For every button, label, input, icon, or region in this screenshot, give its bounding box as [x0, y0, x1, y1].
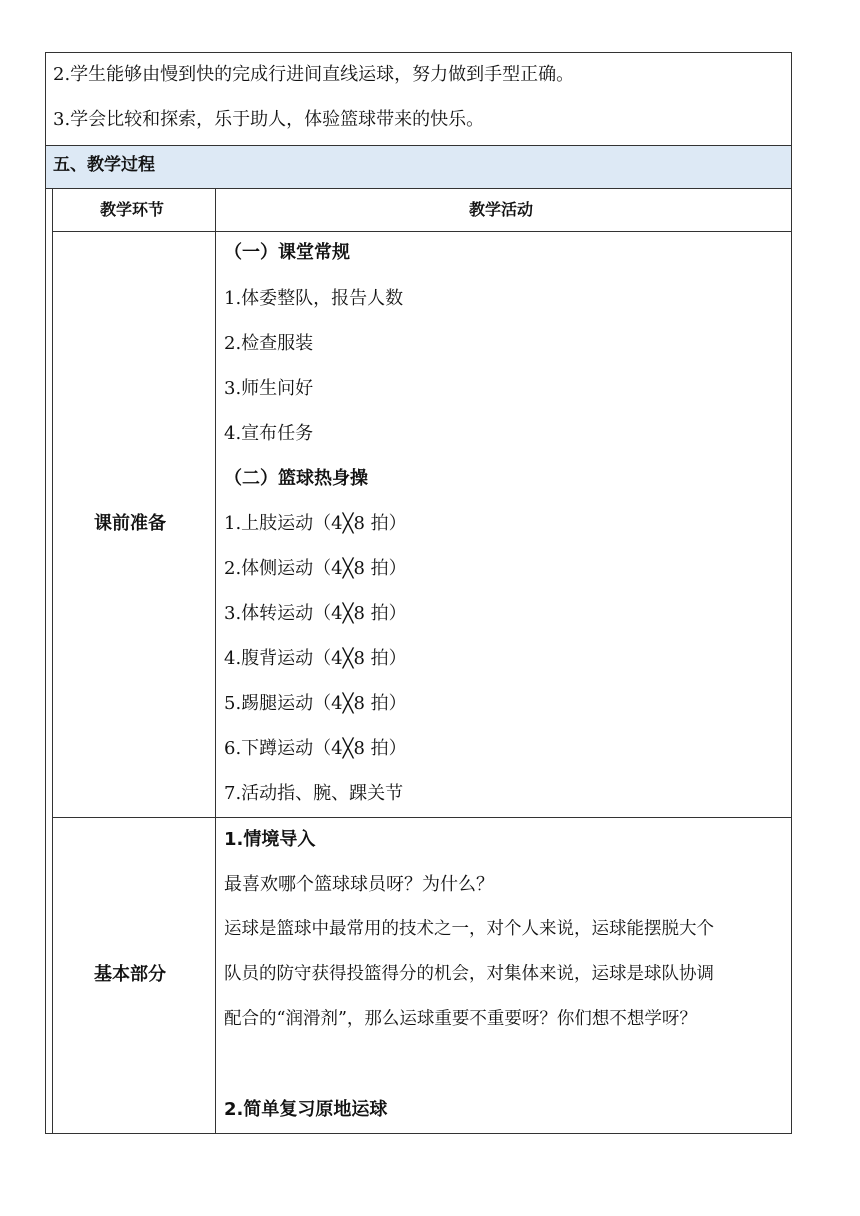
activity-item: 2.体侧运动（4╳8 拍） [224, 558, 407, 579]
stage-label-preparation: 课前准备 [94, 513, 166, 534]
column-header-stage: 教学环节 [100, 200, 165, 219]
activity-item: 3.师生问好 [224, 378, 314, 399]
goal-2: 2.学生能够由慢到快的完成行进间直线运球，努力做到手型正确。 [53, 64, 575, 85]
column-header-activity: 教学活动 [469, 200, 534, 219]
activity-paragraph-line: 队员的防守获得投篮得分的机会，对集体来说，运球是球队协调 [224, 964, 714, 984]
activity-item: 4.宣布任务 [224, 423, 314, 444]
activity-item: 最喜欢哪个篮球球员呀？为什么？ [224, 874, 494, 895]
activity-item: 3.体转运动（4╳8 拍） [224, 603, 407, 624]
activity-item: 1.上肢运动（4╳8 拍） [224, 513, 407, 534]
activity-item: 5.踢腿运动（4╳8 拍） [224, 693, 407, 714]
activity-heading: （二）篮球热身操 [224, 468, 368, 489]
activity-paragraph-line: 配合的“润滑剂”，那么运球重要不重要呀？你们想不想学呀？ [224, 1009, 697, 1029]
section-header-background [46, 145, 791, 188]
stage-label-basic: 基本部分 [94, 964, 166, 985]
activity-item: 2.检查服装 [224, 333, 314, 354]
activity-heading: 2.简单复习原地运球 [224, 1099, 388, 1120]
activity-item: 6.下蹲运动（4╳8 拍） [224, 738, 407, 759]
section-title: 五、教学过程 [53, 155, 155, 175]
activity-item: 7.活动指、腕、踝关节 [224, 783, 404, 804]
activity-heading: （一）课堂常规 [224, 242, 350, 263]
goal-3: 3.学会比较和探索，乐于助人，体验篮球带来的快乐。 [53, 109, 485, 130]
activity-item: 4.腹背运动（4╳8 拍） [224, 648, 407, 669]
activity-heading: 1.情境导入 [224, 829, 316, 850]
activity-item: 1.体委整队，报告人数 [224, 288, 404, 309]
activity-paragraph-line: 运球是篮球中最常用的技术之一，对个人来说，运球能摆脱大个 [224, 919, 714, 939]
